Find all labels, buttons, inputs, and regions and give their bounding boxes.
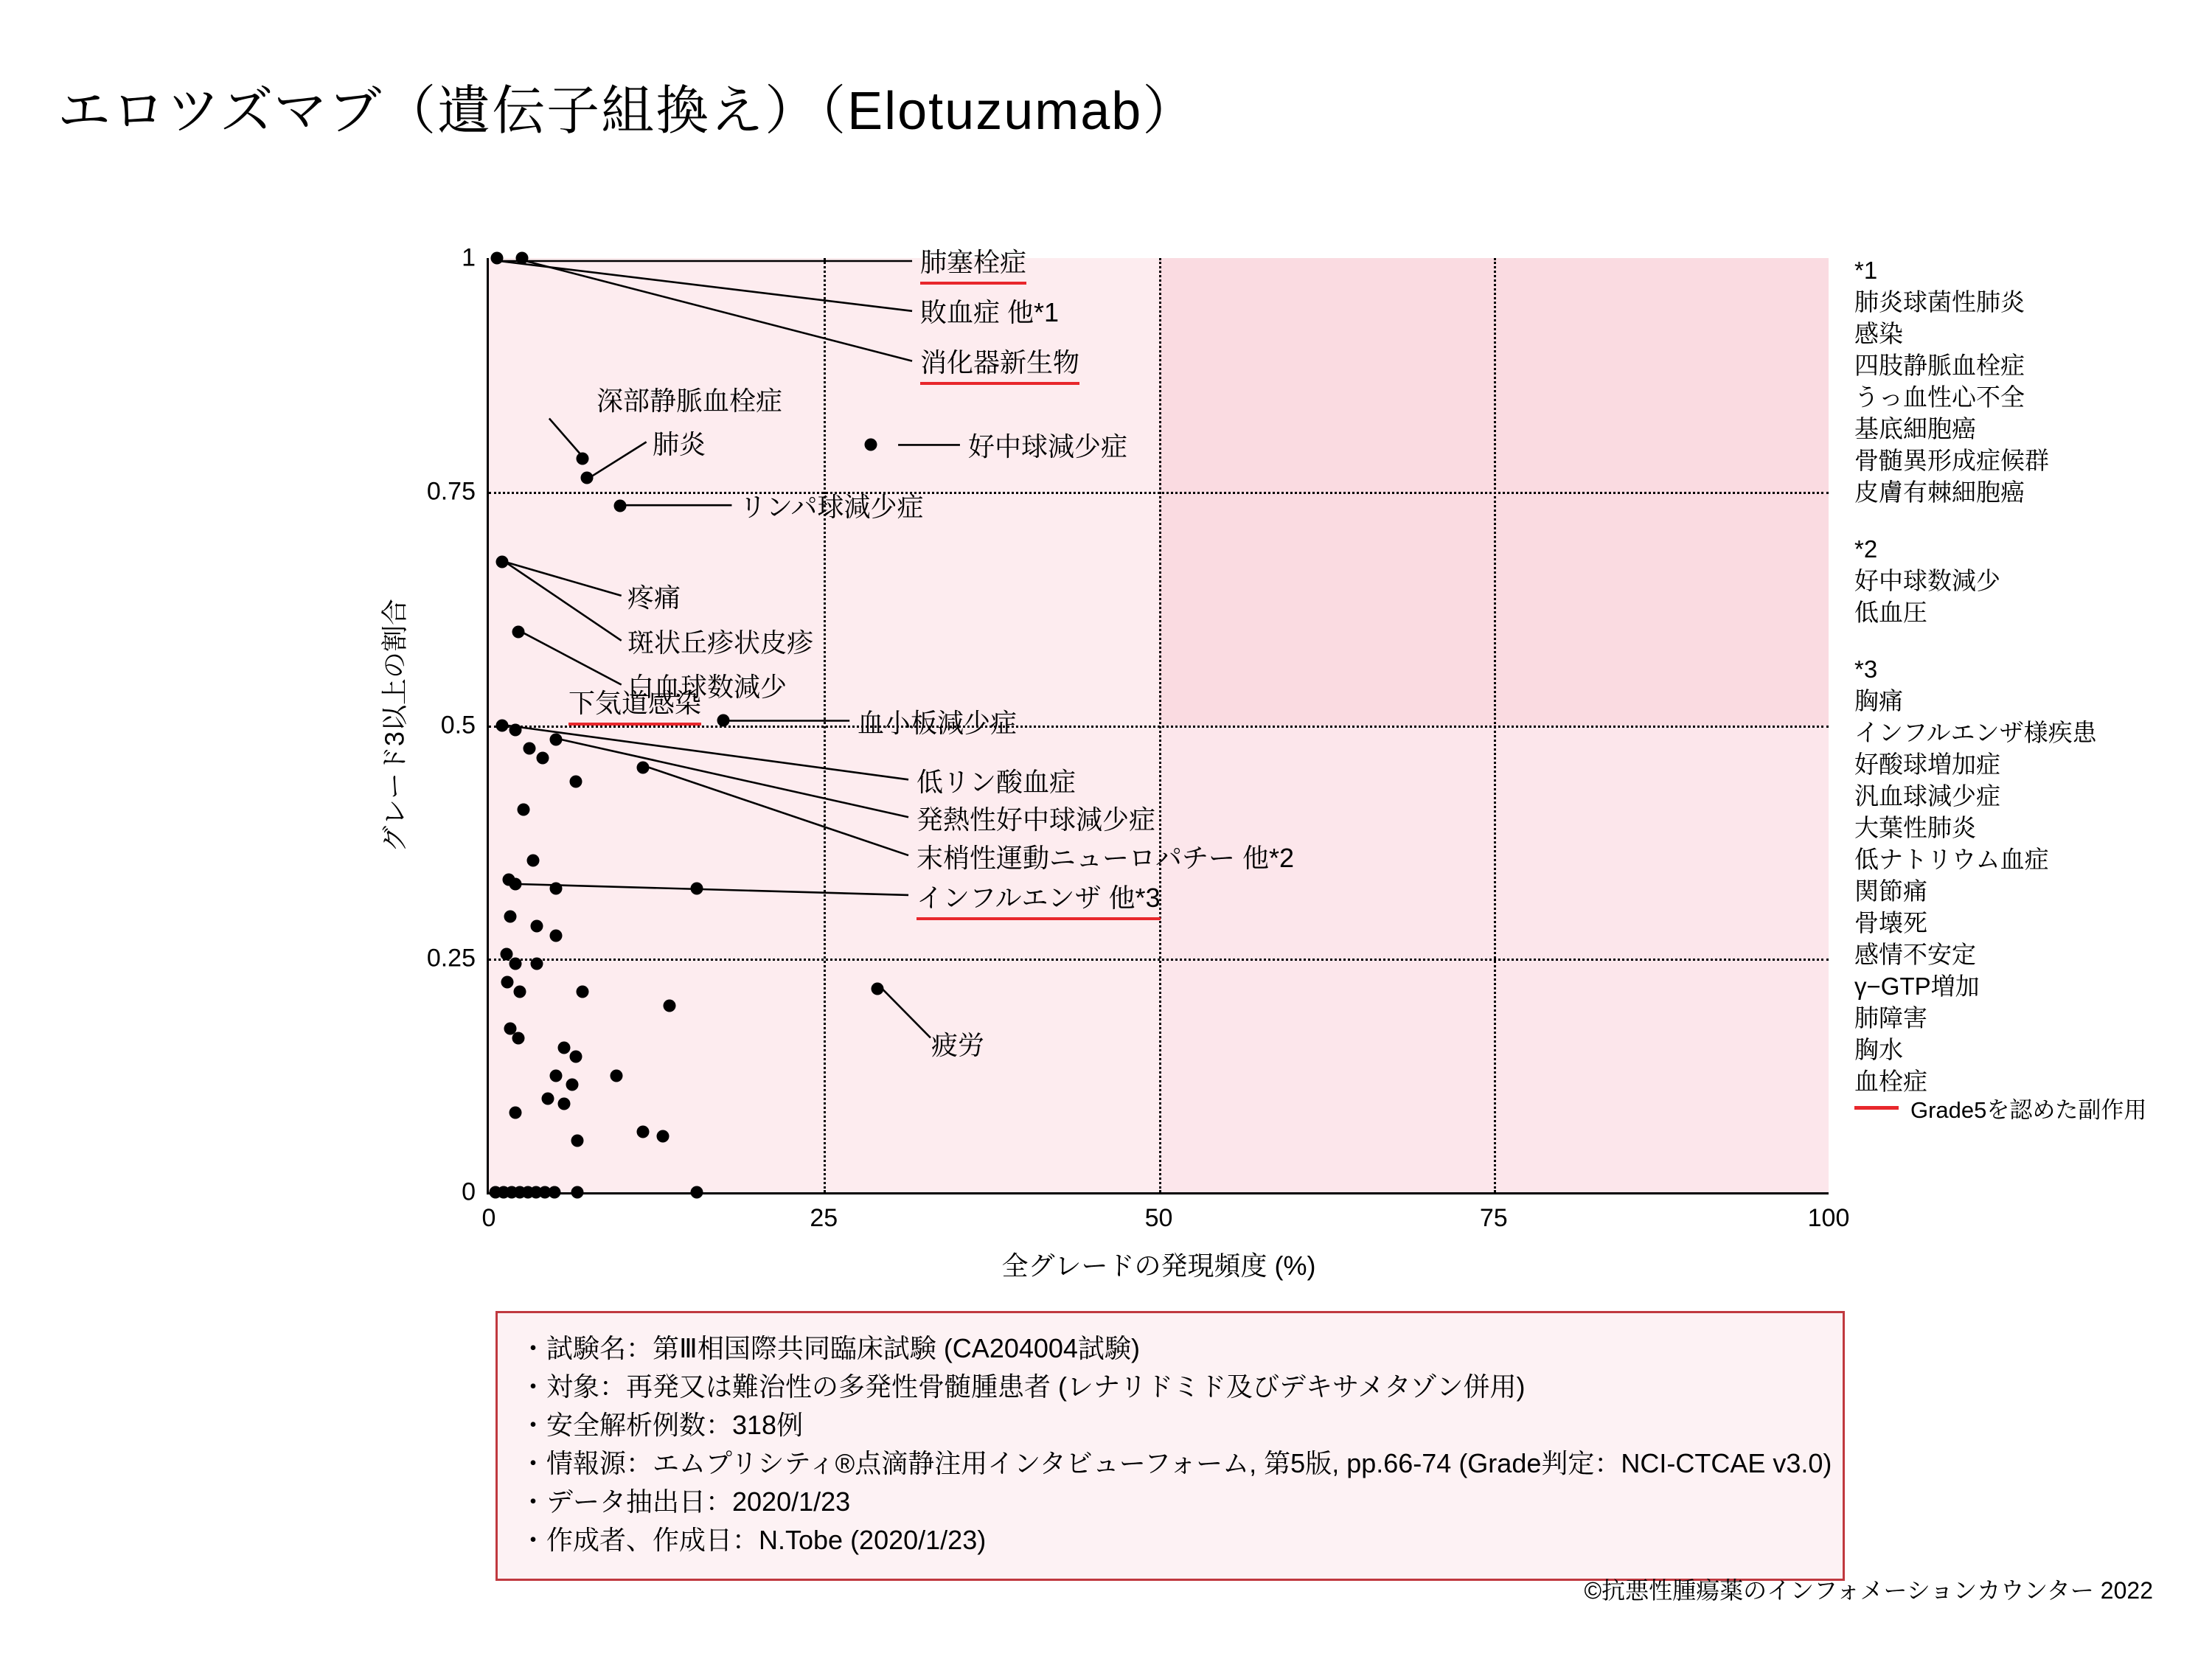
data-point: [610, 1069, 622, 1082]
x-tick-75: 75: [1479, 1204, 1508, 1232]
data-point: [509, 877, 522, 890]
data-point: [549, 883, 562, 895]
scatter-plot: [379, 243, 1850, 1281]
annotation-lower-resp-infection: 下気道感染: [568, 683, 701, 726]
footnote-2-header: *2: [1854, 535, 1878, 563]
data-point: [690, 1186, 703, 1199]
data-point: [566, 1079, 578, 1091]
data-point: [523, 742, 535, 755]
annotation-fatigue: 疲労: [931, 1030, 985, 1060]
footnote-3-item: インフルエンザ様疾患: [1854, 719, 2097, 746]
data-point: [549, 1069, 562, 1082]
footnote-3-item: 低ナトリウム血症: [1854, 846, 2049, 873]
annotation-dvt: 深部静脈血栓症: [597, 386, 783, 416]
data-point: [636, 1125, 649, 1138]
footnote-panel: [1854, 254, 2171, 1097]
x-tick-50: 50: [1144, 1204, 1173, 1232]
footnote-1-item: 基底細胞癌: [1854, 415, 1976, 442]
x-tick-100: 100: [1807, 1204, 1850, 1232]
annotation-leukopenia: 白血球数減少: [627, 672, 787, 702]
data-point: [513, 985, 526, 998]
info-line: ・対象：再発又は難治性の多発性骨髄腫患者 (レナリドミド及びデキサメタゾン併用): [520, 1371, 1526, 1402]
data-point: [549, 733, 562, 745]
annotation-gi-neoplasm: 消化器新生物: [920, 342, 1079, 385]
footnote-3-item: 関節痛: [1854, 877, 1927, 905]
legend-label: Grade5を認めた副作用: [1910, 1097, 2147, 1123]
x-axis-title: 全グレードの発現頻度 (%): [1001, 1251, 1316, 1281]
footnote-1-item: 骨髄異形成症候群: [1854, 447, 2049, 474]
data-point: [636, 761, 649, 773]
data-point: [571, 1186, 583, 1199]
data-point: [509, 723, 522, 736]
legend: [1854, 1091, 2146, 1124]
data-point: [501, 975, 514, 988]
footnote-3-item: 大葉性肺炎: [1854, 814, 1976, 841]
data-point: [614, 499, 627, 512]
info-line: ・データ抽出日：2020/1/23: [520, 1486, 851, 1517]
legend-line-icon: [1854, 1106, 1899, 1110]
annotation-pneumonia: 肺炎: [653, 429, 706, 459]
annotation-neuropathy: 末梢性運動ニューロパチー 他*2: [917, 843, 1295, 873]
footnote-2-item: 好中球数減少: [1854, 567, 2000, 594]
data-point: [490, 252, 503, 265]
data-point: [516, 252, 529, 265]
info-line: ・試験名：第Ⅲ相国際共同臨床試験 (CA204004試験): [520, 1333, 1140, 1363]
info-line: ・情報源：エムプリシティ®点滴静注用インタビューフォーム, 第5版, pp.66-74 (Grade判定：NCI-CTCAE v3.0): [520, 1448, 1832, 1478]
annotation-lymphopenia: リンパ球減少症: [740, 492, 924, 522]
footnote-1-item: うっ血性心不全: [1854, 383, 2025, 411]
footnote-2-item: 低血圧: [1854, 599, 1927, 626]
info-line: ・安全解析例数：318例: [520, 1410, 804, 1440]
annotation-sepsis: 敗血症 他*1: [920, 297, 1060, 327]
data-point: [504, 911, 517, 923]
footnote-spacer: [1854, 508, 2171, 533]
y-tick-025: 0.25: [426, 944, 476, 973]
annotation-pulmonary-embolism: 肺塞栓症: [920, 242, 1026, 285]
footnote-3-header: *3: [1854, 655, 1878, 683]
footnote-3-item: 骨壊死: [1854, 909, 1927, 936]
data-point: [571, 1135, 583, 1147]
y-tick-05: 0.5: [440, 711, 476, 739]
y-tick-075: 0.75: [426, 477, 476, 506]
data-point: [549, 1186, 561, 1199]
footnote-1-item: 四肢静脈血栓症: [1854, 352, 2025, 379]
data-point: [526, 855, 539, 867]
y-axis-title: グレード3以上の割合: [379, 598, 410, 852]
data-point: [512, 625, 524, 638]
data-point: [541, 1093, 554, 1105]
data-point: [557, 1097, 570, 1110]
footnote-3-item: 好酸球増加症: [1854, 751, 2000, 778]
y-tick-1: 1: [462, 243, 476, 272]
footnote-1-header: *1: [1854, 257, 1878, 284]
footnote-1-item: 皮膚有棘細胞癌: [1854, 479, 2025, 506]
annotation-neutropenia: 好中球減少症: [968, 431, 1128, 462]
data-point: [509, 957, 522, 970]
data-point: [496, 719, 509, 731]
copyright: ©抗悪性腫瘍薬のインフォメーションカウンター 2022: [1584, 1577, 2153, 1604]
footnote-spacer: [1854, 628, 2171, 653]
data-point: [580, 471, 593, 484]
data-point: [518, 803, 530, 815]
footnote-3-item: 胸水: [1854, 1036, 1903, 1063]
footnote-3-item: 胸痛: [1854, 687, 1903, 714]
study-info-box: [495, 1311, 1845, 1581]
data-point: [570, 1051, 582, 1063]
data-point: [871, 982, 883, 995]
data-point: [657, 1130, 669, 1142]
data-point: [570, 775, 582, 787]
annotation-influenza: インフルエンザ 他*3: [917, 877, 1161, 920]
y-tick-0: 0: [462, 1178, 476, 1206]
data-point: [549, 929, 562, 942]
annotation-rash: 斑状丘疹状皮疹: [627, 627, 814, 658]
data-point: [536, 751, 549, 764]
x-tick-0: 0: [481, 1204, 496, 1232]
data-point: [664, 999, 676, 1012]
footnote-3-item: 感情不安定: [1854, 941, 1976, 968]
footnote-1-item: 感染: [1854, 320, 1903, 347]
data-point: [496, 555, 509, 568]
data-point: [864, 439, 877, 451]
page-title: エロツズマブ（遺伝子組換え）（Elotuzumab）: [58, 82, 1197, 141]
footnote-3-item: 汎血球減少症: [1854, 782, 2000, 810]
footnote-3-item: 肺障害: [1854, 1004, 1927, 1032]
data-point: [531, 919, 543, 932]
data-point: [577, 985, 589, 998]
annotation-febrile-neutropenia: 発熱性好中球減少症: [917, 804, 1156, 835]
data-point: [557, 1041, 570, 1054]
data-point: [690, 883, 703, 895]
annotation-pain: 疼痛: [627, 582, 681, 613]
data-point: [577, 453, 589, 465]
footnote-1-item: 肺炎球菌性肺炎: [1854, 288, 2025, 316]
data-point: [531, 957, 543, 970]
footnote-3-item: γ−GTP増加: [1854, 973, 1980, 1000]
info-line: ・作成者、作成日：N.Tobe (2020/1/23): [520, 1525, 987, 1555]
data-point: [509, 1107, 522, 1119]
annotation-thrombocytopenia: 血小板減少症: [858, 708, 1018, 738]
x-tick-25: 25: [810, 1204, 838, 1232]
annotation-hypophosphatemia: 低リン酸血症: [917, 767, 1077, 797]
data-point: [512, 1032, 524, 1044]
footnote-3-item: 血栓症: [1854, 1068, 1927, 1095]
data-point: [717, 714, 729, 727]
